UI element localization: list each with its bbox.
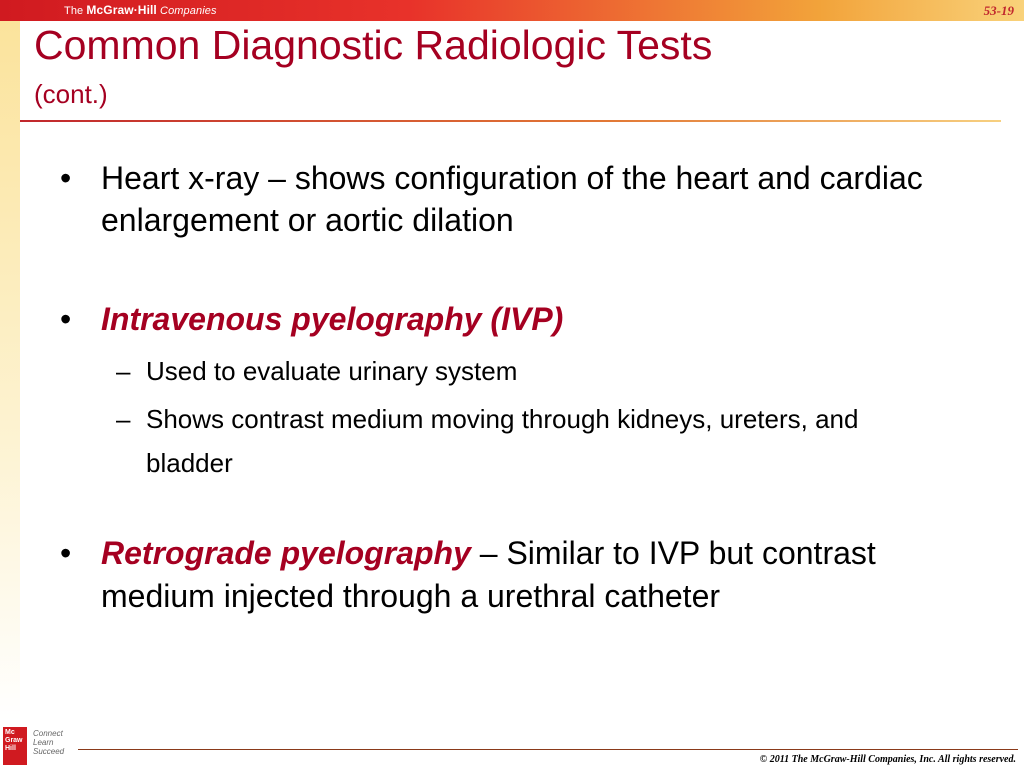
tagline-learn: Learn: [33, 738, 54, 747]
brand-prefix: The: [64, 5, 84, 17]
header-brand-bar: [0, 0, 1024, 21]
footer-divider: [78, 749, 1018, 750]
sub-bullet-marker: –: [116, 356, 131, 386]
bullet-retrograde-term: Retrograde pyelography: [101, 535, 471, 571]
title-divider: [20, 120, 1001, 122]
bullet-marker: •: [60, 301, 72, 337]
bullet-heart-xray: Heart x-ray – shows configuration of the heart and cardiac enlargement or aortic dilation: [101, 160, 923, 238]
mcgraw-hill-logo: [3, 727, 27, 765]
bullet-marker: •: [60, 160, 72, 196]
slide-subtitle: (cont.): [34, 79, 108, 109]
sub-bullet-evaluate: Used to evaluate urinary system: [146, 356, 518, 386]
bullet-retrograde: [101, 532, 931, 618]
bullet-ivp: [101, 298, 981, 340]
logo-tagline: [33, 729, 64, 756]
copyright-notice: © 2011 The McGraw-Hill Companies, Inc. All rights reserved.: [759, 754, 1016, 765]
bullet-marker: •: [60, 535, 72, 571]
tagline-connect: Connect: [33, 729, 63, 738]
bullet-retrograde-text: – Similar to IVP but contrast medium injected through a urethral catheter: [101, 535, 876, 614]
sub-bullet-marker: –: [116, 404, 131, 434]
brand-wordmark: McGraw·Hill: [86, 3, 157, 17]
brand-name: [64, 3, 217, 17]
logo-text: Mc Graw Hill: [5, 729, 23, 752]
bullet-ivp-term: Intravenous pyelography (IVP): [101, 301, 564, 337]
tagline-succeed: Succeed: [33, 747, 65, 756]
slide-title: Common Diagnostic Radiologic Tests: [34, 22, 713, 68]
sub-bullet-contrast: Shows contrast medium moving through kidneys, ureters, and bladder: [146, 404, 859, 478]
sidebar-gradient: [0, 21, 20, 721]
slide-number: 53-19: [983, 3, 1014, 18]
brand-suffix: Companies: [160, 5, 217, 17]
